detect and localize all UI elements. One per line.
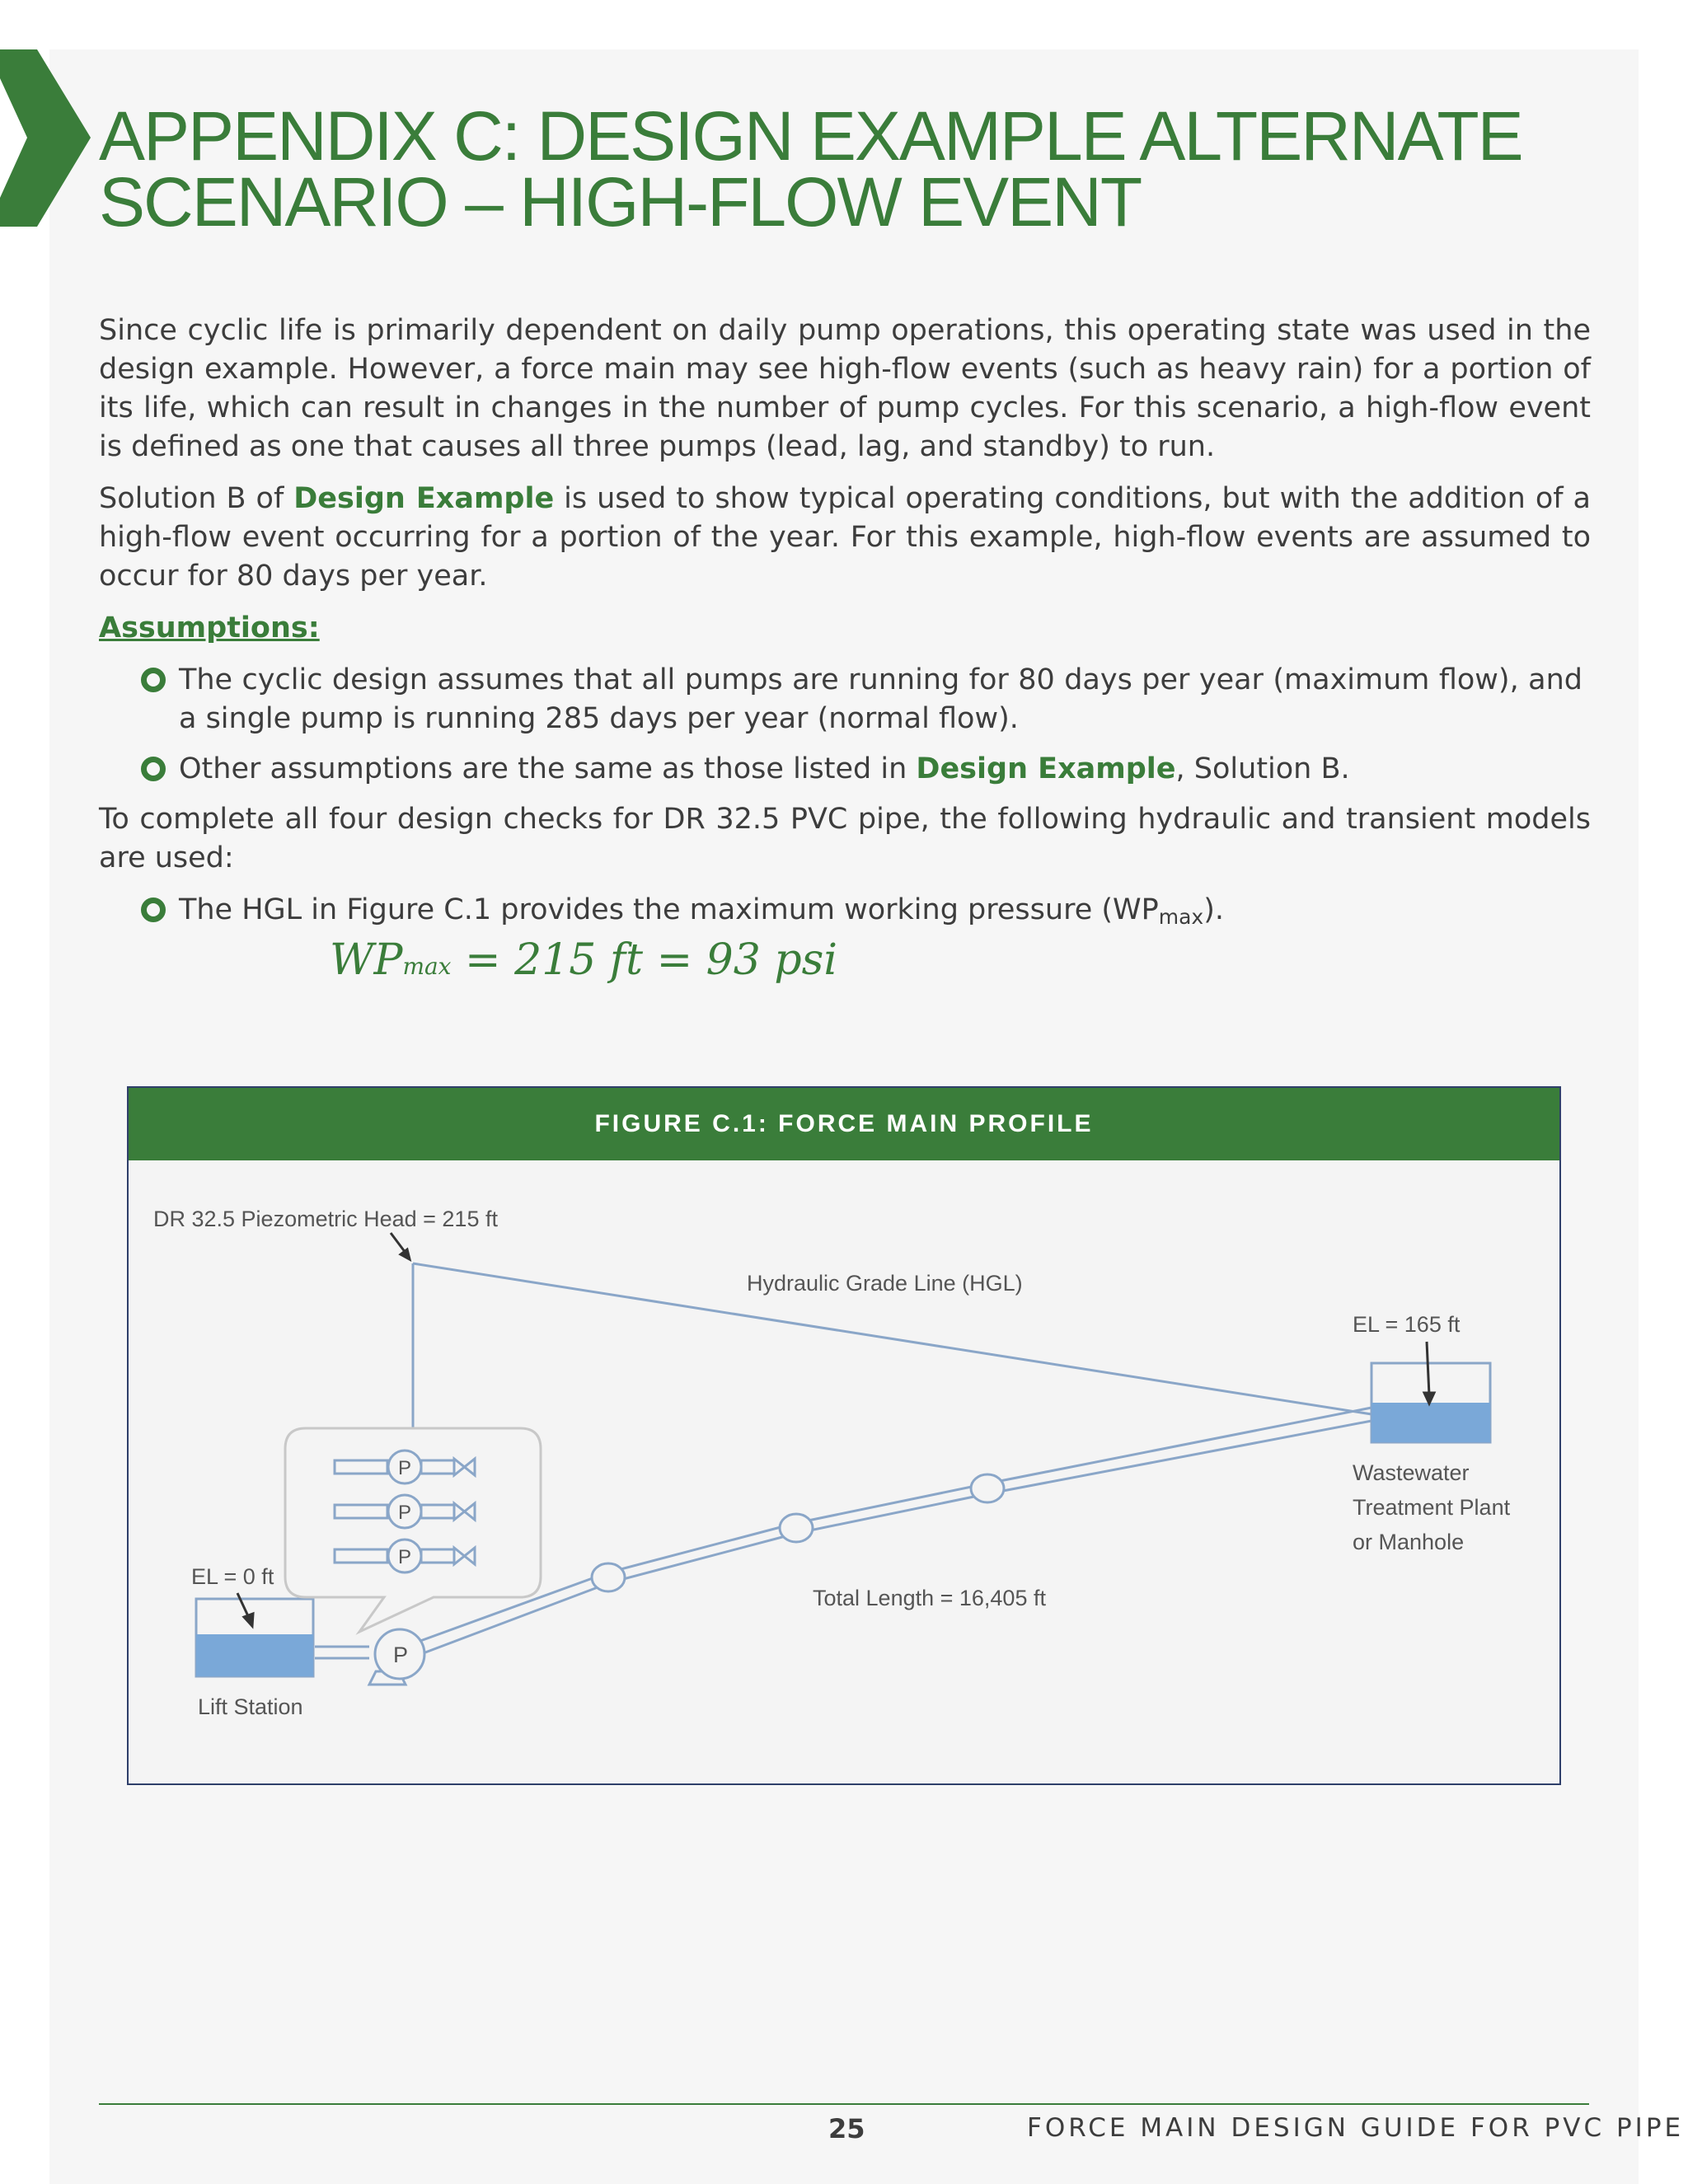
checks-intro: To complete all four design checks for DR 32.5 PVC pipe, the following hydraulic and transient models are used: (99, 803, 1591, 874)
chevron-icon (0, 49, 91, 227)
pump-letter: P (398, 1502, 412, 1524)
intro-paragraph-2-start: Solution B of (99, 482, 294, 515)
bullet-icon (141, 668, 166, 692)
checks-bullet-start: The HGL in Figure C.1 provides the maximum working pressure (WP (179, 893, 1159, 926)
checks-list (99, 891, 1591, 936)
equation-sub: max (402, 953, 452, 980)
air-valve (592, 1563, 625, 1591)
destination-label-line-1: Wastewater (1353, 1460, 1470, 1485)
piezometric-head-label: DR 32.5 Piezometric Head = 215 ft (153, 1207, 498, 1231)
main-pump (369, 1629, 424, 1685)
page-title-line-2: SCENARIO – HIGH-FLOW EVENT (99, 163, 1142, 241)
assumption-1: The cyclic design assumes that all pumps are running for 80 days per year (maximum flow), and a single pump is running 285 days per year (normal flow). (179, 663, 1582, 735)
list-item (179, 891, 1591, 936)
design-example-link[interactable]: Design Example (293, 482, 555, 515)
page-title (99, 97, 1582, 241)
assumption-2-end: , Solution B. (1175, 752, 1350, 785)
max-working-pressure-equation (330, 935, 837, 985)
pump-letter: P (398, 1546, 412, 1568)
el-start-label: EL = 0 ft (191, 1564, 274, 1589)
air-valve (971, 1474, 1004, 1502)
bullet-icon (141, 898, 166, 922)
intro-paragraph-2-end: is used to show typical operating conditions, but with the addition of a high-flow event occurring for a portion of the year. For this example, high-flow events are assumed to occur for 80 days per year. (99, 482, 1591, 593)
destination-label-line-3: or Manhole (1353, 1530, 1465, 1554)
pump-letter: P (398, 1457, 412, 1479)
piezometric-arrow (391, 1233, 406, 1253)
equation-lhs: WP (330, 935, 403, 985)
bullet-icon (141, 757, 166, 781)
list-item (179, 661, 1591, 738)
assumption-2-start: Other assumptions are the same as those listed in (179, 752, 917, 785)
force-main-diagram (129, 1160, 1559, 1783)
figure-force-main-profile (127, 1086, 1561, 1785)
intro-paragraph-1: Since cyclic life is primarily dependent on daily pump operations, this operating state was used in the design example. However, a force main may see high-flow events (such as heavy rain) for a portion of its life, which can result in changes in the number of pump cycles. For this scenario, a high-flow event is defined as one that causes all three pumps (lead, lag, and standby) to run. (99, 314, 1591, 463)
checks-bullet-sub: max (1158, 905, 1204, 929)
footer-guide-title: FORCE MAIN DESIGN GUIDE FOR PVC PIPE (1027, 2113, 1685, 2143)
force-main-pipe-bottom (425, 1421, 1372, 1652)
list-item (179, 750, 1591, 789)
design-example-link-2[interactable]: Design Example (916, 752, 1176, 785)
figure-caption: FIGURE C.1: FORCE MAIN PROFILE (129, 1088, 1559, 1160)
equation-rest: = 215 ft = 93 psi (451, 935, 837, 985)
lift-station-label: Lift Station (198, 1694, 303, 1719)
total-length-label: Total Length = 16,405 ft (813, 1586, 1046, 1610)
hgl-label: Hydraulic Grade Line (HGL) (747, 1271, 1023, 1296)
page-number: 25 (828, 2113, 865, 2144)
body-text (99, 312, 1591, 948)
assumptions-heading: Assumptions: (99, 612, 320, 644)
pump-letter: P (393, 1643, 409, 1667)
footer-divider (99, 2103, 1589, 2105)
air-valve (780, 1514, 813, 1542)
lift-station-water (196, 1634, 313, 1676)
destination-label-line-2: Treatment Plant (1353, 1495, 1511, 1520)
assumptions-list (99, 661, 1591, 789)
el-end-label: EL = 165 ft (1353, 1312, 1461, 1337)
intro-paragraph-2 (99, 480, 1591, 596)
destination-water (1372, 1403, 1490, 1442)
checks-bullet-end: ). (1203, 893, 1224, 926)
page-title-line-1: APPENDIX C: DESIGN EXAMPLE ALTERNATE (99, 97, 1522, 175)
